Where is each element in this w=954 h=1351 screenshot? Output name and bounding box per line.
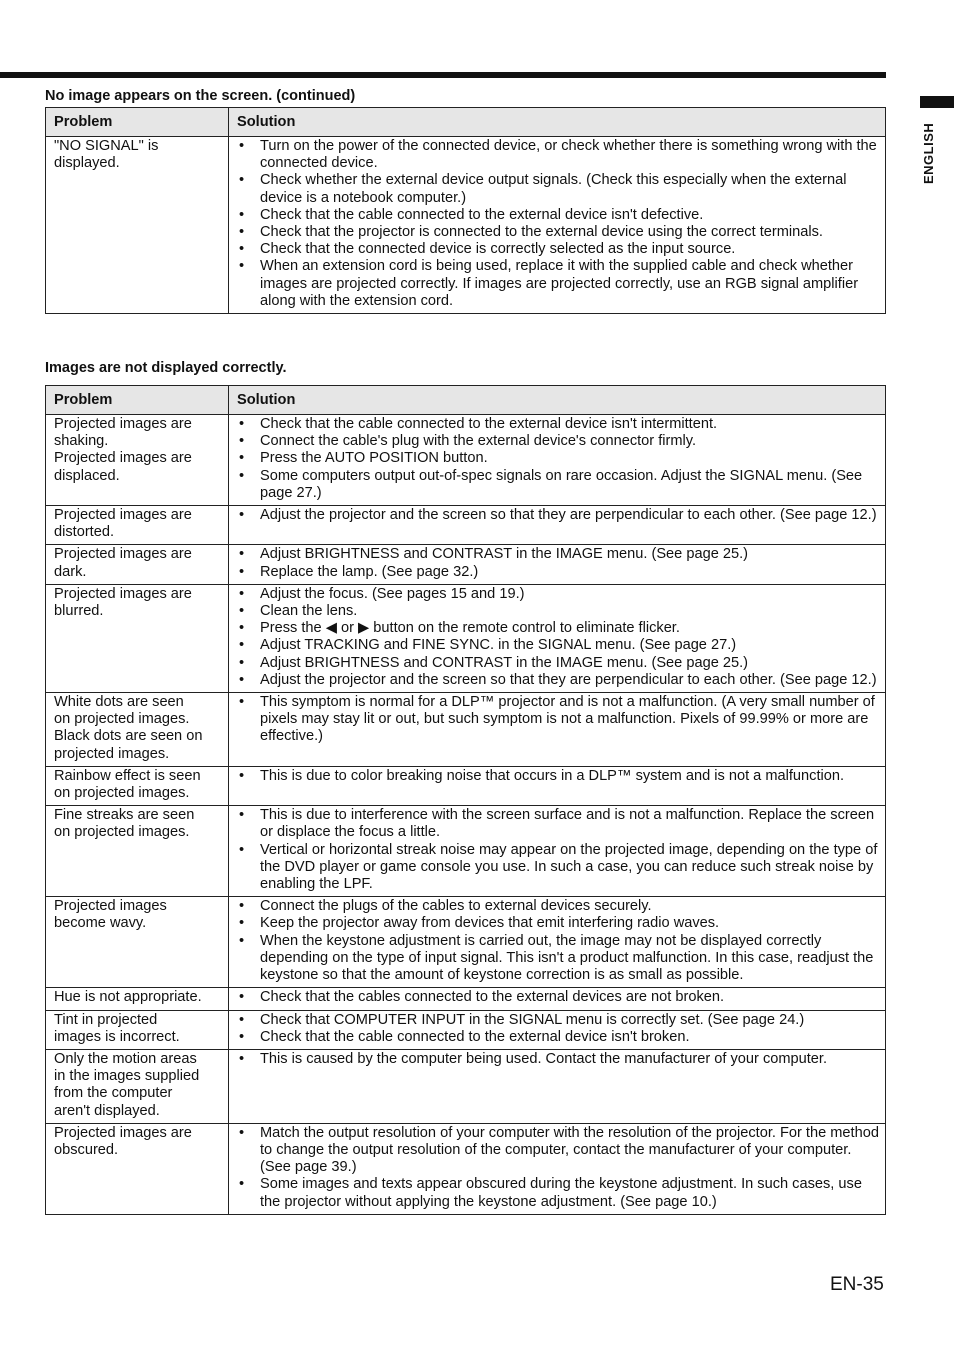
table-row xyxy=(46,988,886,1010)
solution-item: • Check that the cables connected to the external devices are not broken. xyxy=(237,989,879,1006)
solution-list xyxy=(237,1051,879,1068)
problem-cell: Hue is not appropriate. xyxy=(46,988,229,1010)
solution-item: • This is due to color breaking noise that occurs in a DLP™ system and is not a malfunction. xyxy=(237,768,879,785)
solution-item: • Some computers output out-of-spec signals on rare occasion. Adjust the SIGNAL menu. (See page 27.) xyxy=(237,468,879,502)
solution-item: • This symptom is normal for a DLP™ projector and is not a malfunction. (A very small number of pixels may stay lit or out, but such symptom is not a malfunction. Pixels of 99.99% or more are effective.) xyxy=(237,694,879,746)
solution-item: • Keep the projector away from devices that emit interfering radio waves. xyxy=(237,915,879,932)
solution-list xyxy=(237,586,879,689)
problem-cell: Projected images are distorted. xyxy=(46,506,229,545)
solution-list xyxy=(237,694,879,746)
table-row xyxy=(46,693,886,767)
problem-cell: Only the motion areas in the images supplied from the computer aren't displayed. xyxy=(46,1049,229,1123)
top-rule xyxy=(0,72,886,78)
solution-list xyxy=(237,989,879,1006)
solution-item: • Check that the cable connected to the external device isn't broken. xyxy=(237,1029,879,1046)
table-row xyxy=(46,415,886,506)
solution-cell xyxy=(229,545,886,584)
solution-list xyxy=(237,768,879,785)
solution-item: • Some images and texts appear obscured during the keystone adjustment. In such cases, use the projector without applying the keystone adjustment. (See page 10.) xyxy=(237,1176,879,1210)
solution-list xyxy=(237,507,879,524)
solution-item: • This is caused by the computer being used. Contact the manufacturer of your computer. xyxy=(237,1051,879,1068)
solution-item: • Check that the projector is connected to the external device using the correct terminals. xyxy=(237,224,879,241)
table-row xyxy=(46,806,886,897)
solution-cell xyxy=(229,988,886,1010)
solution-cell xyxy=(229,693,886,767)
table-row xyxy=(46,137,886,314)
solution-list xyxy=(237,546,879,580)
solution-item: • Turn on the power of the connected device, or check whether there is something wrong with the connected device. xyxy=(237,138,879,172)
table-row xyxy=(46,584,886,692)
solution-item: • Press the AUTO POSITION button. xyxy=(237,450,879,467)
solution-item: • Adjust the focus. (See pages 15 and 19.) xyxy=(237,586,879,603)
solution-list xyxy=(237,898,879,984)
problem-cell: Projected images are blurred. xyxy=(46,584,229,692)
solution-item: • Match the output resolution of your computer with the resolution of the projector. For the method to change the output resolution of the computer, contact the manufacturer of your computer. (See page 39.) xyxy=(237,1125,879,1177)
troubleshooting-table-display xyxy=(45,385,886,1215)
header-problem: Problem xyxy=(46,386,229,415)
solution-item: • Adjust BRIGHTNESS and CONTRAST in the IMAGE menu. (See page 25.) xyxy=(237,655,879,672)
solution-cell xyxy=(229,584,886,692)
solution-cell xyxy=(229,137,886,314)
page-number: EN-35 xyxy=(830,1274,884,1295)
table-row xyxy=(46,766,886,805)
solution-list xyxy=(237,416,879,502)
problem-cell: White dots are seen on projected images. Black dots are seen on projected images. xyxy=(46,693,229,767)
table-header-row xyxy=(46,386,886,415)
problem-cell: Projected images are obscured. xyxy=(46,1123,229,1214)
solution-item: • Press the ◀ or ▶ button on the remote control to eliminate flicker. xyxy=(237,620,879,637)
side-tab-marker xyxy=(920,96,954,108)
problem-cell: Projected images are dark. xyxy=(46,545,229,584)
section-title-no-image: No image appears on the screen. (continued) xyxy=(45,88,356,104)
table-row xyxy=(46,545,886,584)
header-solution: Solution xyxy=(229,108,886,137)
solution-cell xyxy=(229,506,886,545)
table-row xyxy=(46,897,886,988)
solution-cell xyxy=(229,1010,886,1049)
solution-cell xyxy=(229,897,886,988)
header-problem: Problem xyxy=(46,108,229,137)
solution-cell xyxy=(229,806,886,897)
solution-list xyxy=(237,1125,879,1211)
problem-cell: Projected images are shaking. Projected images are displaced. xyxy=(46,415,229,506)
section-title-not-displayed-correctly: Images are not displayed correctly. xyxy=(45,360,287,376)
solution-item: • When an extension cord is being used, replace it with the supplied cable and check whether images are projected correctly. If images are projected correctly, use an RGB signal amplifier along with the extension cord. xyxy=(237,258,879,310)
solution-item: • Check that COMPUTER INPUT in the SIGNAL menu is correctly set. (See page 24.) xyxy=(237,1012,879,1029)
solution-item: • Check that the connected device is correctly selected as the input source. xyxy=(237,241,879,258)
table-row xyxy=(46,1010,886,1049)
solution-list xyxy=(237,138,879,310)
solution-item: • Connect the cable's plug with the external device's connector firmly. xyxy=(237,433,879,450)
table-header-row xyxy=(46,108,886,137)
solution-item: • Adjust BRIGHTNESS and CONTRAST in the IMAGE menu. (See page 25.) xyxy=(237,546,879,563)
solution-item: • Adjust the projector and the screen so that they are perpendicular to each other. (See page 12.) xyxy=(237,672,879,689)
problem-cell: "NO SIGNAL" is displayed. xyxy=(46,137,229,314)
table-row xyxy=(46,506,886,545)
solution-item: • Adjust the projector and the screen so that they are perpendicular to each other. (See page 12.) xyxy=(237,507,879,524)
solution-item: • Adjust TRACKING and FINE SYNC. in the SIGNAL menu. (See page 27.) xyxy=(237,637,879,654)
solution-item: • Check that the cable connected to the external device isn't defective. xyxy=(237,207,879,224)
table-row xyxy=(46,1123,886,1214)
table-row xyxy=(46,1049,886,1123)
solution-item: • When the keystone adjustment is carried out, the image may not be displayed correctly depending on the type of input signal. This isn't a product malfunction. In this case, readjust the keystone so that the amount of keystone correction is as small as possible. xyxy=(237,933,879,985)
troubleshooting-table-no-image xyxy=(45,107,886,314)
solution-cell xyxy=(229,1049,886,1123)
solution-cell xyxy=(229,766,886,805)
header-solution: Solution xyxy=(229,386,886,415)
language-tab-label: ENGLISH xyxy=(921,122,936,184)
problem-cell: Rainbow effect is seen on projected images. xyxy=(46,766,229,805)
solution-cell xyxy=(229,1123,886,1214)
solution-item: • Check that the cable connected to the external device isn't intermittent. xyxy=(237,416,879,433)
solution-item: • This is due to interference with the screen surface and is not a malfunction. Replace the screen or displace the focus a little. xyxy=(237,807,879,841)
solution-list xyxy=(237,807,879,893)
problem-cell: Fine streaks are seen on projected images. xyxy=(46,806,229,897)
problem-cell: Projected images become wavy. xyxy=(46,897,229,988)
solution-item: • Connect the plugs of the cables to external devices securely. xyxy=(237,898,879,915)
solution-item: • Clean the lens. xyxy=(237,603,879,620)
problem-cell: Tint in projected images is incorrect. xyxy=(46,1010,229,1049)
solution-cell xyxy=(229,415,886,506)
solution-item: • Vertical or horizontal streak noise may appear on the projected image, depending on the type of the DVD player or game console you use. In such a case, you can reduce such streak noise by enabling the LPF. xyxy=(237,842,879,894)
solution-item: • Check whether the external device output signals. (Check this especially when the external device is a notebook computer.) xyxy=(237,172,879,206)
solution-list xyxy=(237,1012,879,1046)
solution-item: • Replace the lamp. (See page 32.) xyxy=(237,564,879,581)
